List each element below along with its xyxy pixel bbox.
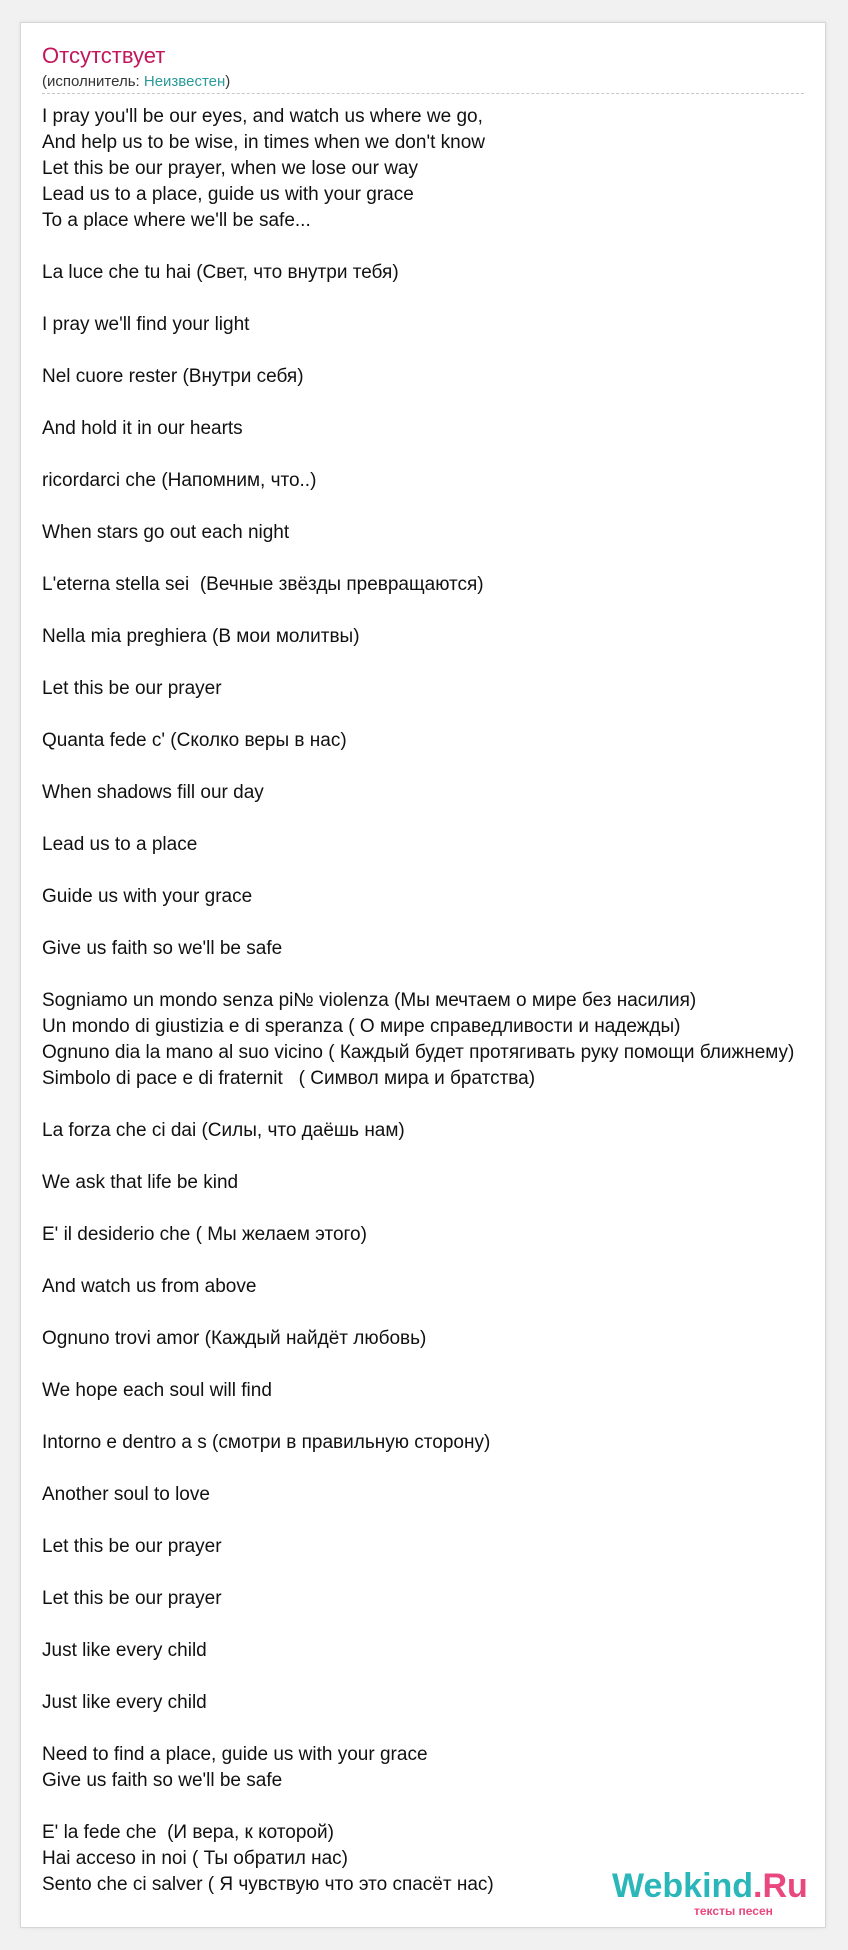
lyrics-text: I pray you'll be our eyes, and watch us where we go, And help us to be wise, in times when we don't know Let this be our prayer, when we lose our way Lead us to a place, guide us with your grace To a place where we'll be safe... La luce che tu hai (Свет, что внутри тебя) I pray we'll find your light Nel cuore rester (Внутри себя) And hold it in our hearts ricordarci che (Напомним, что..) When stars go out each night L'eterna stella sei (Вечные звёзды превращаются) Nella mia preghiera (В мои молитвы) Let this be our prayer Quanta fede c' (Сколко веры в нас) When shadows fill our day Lead us to a place Guide us with your grace Give us faith so we'll be safe Sogniamo un mondo senza pi№ violenza (Мы мечтаем о мире без насилия) Un mondo di giustizia e di speranza ( О мире справедливости и надежды) Ognuno dia la mano al suo vicino ( Каждый будет протягивать руку помощи ближнему) Simbolo di pace e di fraternit ( Символ мира и братства) La forza che ci dai (Силы, что даёшь нам) We ask that life be kind E' il desiderio che ( Мы желаем этого) And watch us from above Ognuno trovi amor (Каждый найдёт любовь) We hope each soul will find Intorno e dentro a s (смотри в правильную сторону) Another soul to love Let this be our prayer Let this be our prayer Just like every child Just like every child Need to find a place, guide us with your grace Give us faith so we'll be safe E' la fede che (И вера, к которой) Hai acceso in noi ( Ты обратил нас) Sento che ci salver ( Я чувствую что это спасёт нас) [42,106,795,1895]
logo-main-text: Webkind [612,1867,754,1905]
logo-domain-suffix: .Ru [753,1867,808,1905]
song-title: Отсутствует [42,43,166,68]
logo-tagline: тексты песен [694,1904,773,1918]
lyrics-card [20,22,826,1928]
artist-line [42,73,230,91]
artist-prefix: (исполнитель: [42,73,144,90]
artist-suffix: ) [225,73,231,90]
logo-wordmark [612,1866,808,1906]
webkind-logo[interactable] [612,1866,822,1922]
title-divider [42,93,804,94]
artist-link[interactable]: Неизвестен [143,73,226,90]
